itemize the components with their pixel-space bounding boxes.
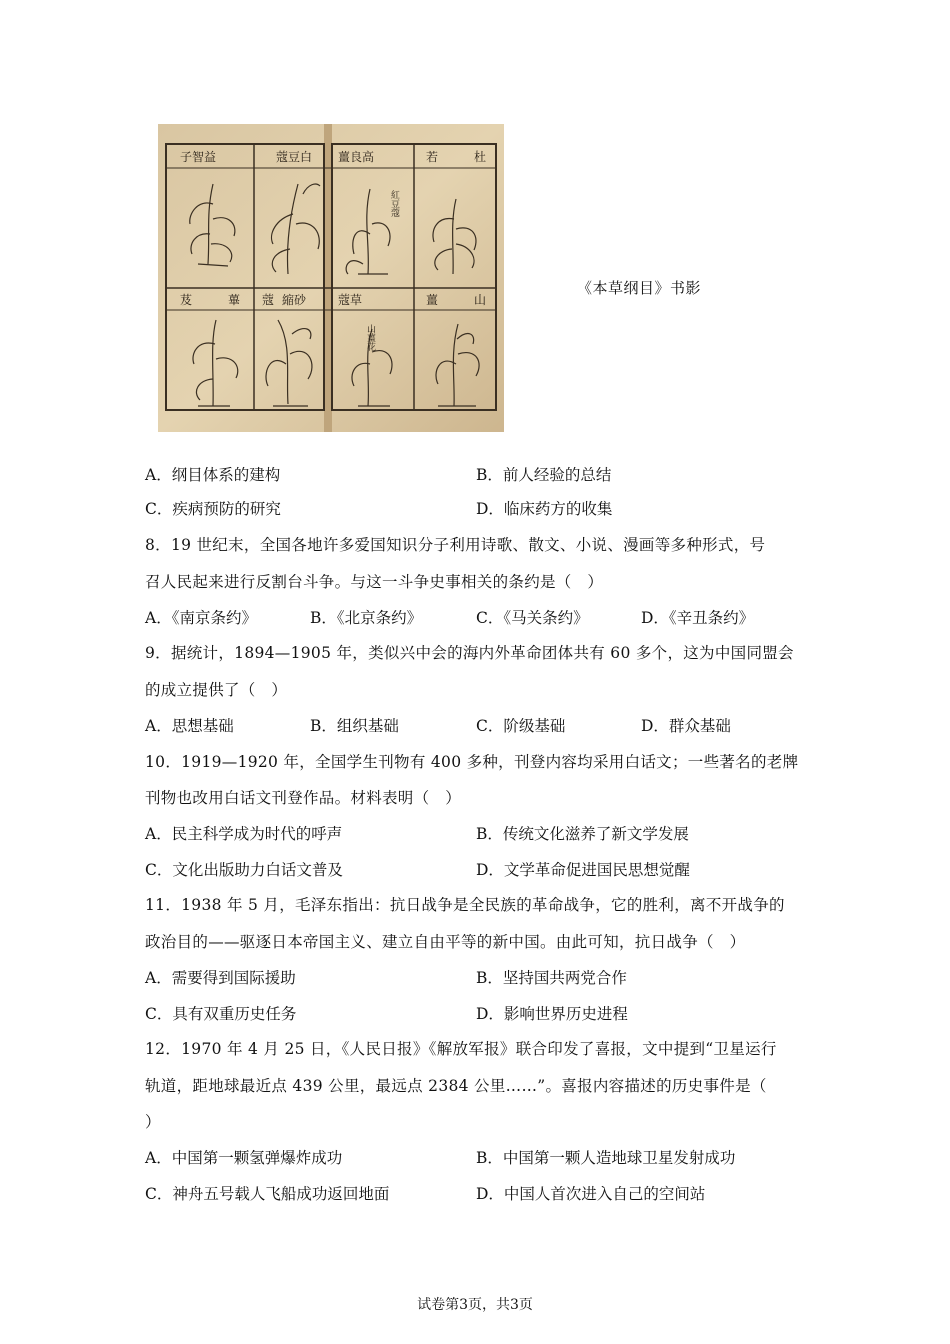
plate-label: 蔻豆白 (276, 150, 313, 164)
q12-stem-line: 12．1970 年 4 月 25 日，《人民日报》《解放军报》联合印发了喜报，文中提到“卫星运行 (145, 1040, 777, 1058)
q8-option-c: C．《马关条约》 (476, 609, 589, 627)
q12-option-c: C．神舟五号载人飞船成功返回地面 (145, 1185, 390, 1203)
q12-option-d: D．中国人首次进入自己的空间站 (476, 1185, 706, 1203)
q11-option-d: D．影响世界历史进程 (476, 1005, 628, 1023)
q10-stem-line: 10．1919—1920 年，全国学生刊物有 400 多种，刊登内容均采用白话文；一些著名的老牌 (145, 753, 799, 771)
bencao-gangmu-plate (158, 124, 504, 432)
q9-option-b: B．组织基础 (310, 717, 399, 735)
plate-label: 山 (474, 293, 487, 307)
q10-option-a: A．民主科学成为时代的呼声 (145, 825, 343, 843)
plate-label: 子智益 (180, 150, 217, 164)
q7-option-c: C．疾病预防的研究 (145, 500, 281, 518)
q9-option-a: A．思想基础 (145, 717, 234, 735)
q7-option-b: B．前人经验的总结 (476, 466, 612, 484)
plate-label: 蓽 (228, 293, 241, 307)
q11-option-b: B．坚持国共两党合作 (476, 969, 627, 987)
q11-stem-line: 政治目的——驱逐日本帝国主义、建立自由平等的新中国。由此可知，抗日战争（ ） (145, 933, 746, 951)
q10-stem-line: 刊物也改用白话文刊登作品。材料表明（ ） (145, 789, 462, 807)
plate-label: 蔻草 (338, 293, 363, 307)
plate-label: 紅豆蔻 (389, 190, 399, 217)
q8-stem-line: 8．19 世纪末，全国各地许多爱国知识分子利用诗歌、散文、小说、漫画等多种形式，号 (145, 536, 766, 554)
plate-label: 薑 (426, 293, 439, 307)
herbal-woodblock-illustration (158, 124, 504, 432)
q9-stem-line: 9．据统计，1894—1905 年，类似兴中会的海内外革命团体共有 60 多个，这为中国同盟会 (145, 644, 794, 662)
plate-label: 芨 (180, 293, 193, 307)
plate-label: 縮砂 (282, 293, 307, 307)
q10-option-b: B．传统文化滋养了新文学发展 (476, 825, 689, 843)
q9-option-d: D．群众基础 (641, 717, 731, 735)
q11-stem-line: 11．1938 年 5 月，毛泽东指出：抗日战争是全民族的革命战争，它的胜利，离不开战争的 (145, 896, 785, 914)
q8-option-d: D．《辛丑条约》 (641, 609, 755, 627)
plate-label: 薑良高 (338, 150, 375, 164)
page-footer: 试卷第3页，共3页 (417, 1297, 533, 1313)
q11-option-c: C．具有双重历史任务 (145, 1005, 297, 1023)
q10-option-c: C．文化出版助力白话文普及 (145, 861, 343, 879)
figure-caption: 《本草纲目》书影 (577, 279, 702, 297)
q8-option-a: A．《南京条约》 (145, 609, 257, 627)
q8-option-b: B．《北京条约》 (310, 609, 423, 627)
q11-option-a: A．需要得到国际援助 (145, 969, 296, 987)
plate-label: 杜 (474, 150, 487, 164)
q7-option-d: D．临床药方的收集 (476, 500, 613, 518)
q7-option-a: A．纲目体系的建构 (145, 466, 281, 484)
q9-option-c: C．阶级基础 (476, 717, 566, 735)
q12-stem-line: ） (145, 1113, 161, 1131)
q8-stem-line: 召人民起来进行反割台斗争。与这一斗争史事相关的条约是（ ） (145, 573, 604, 591)
q12-stem-line: 轨道，距地球最近点 439 公里，最远点 2384 公里……”。喜报内容描述的历史事件是（ (145, 1077, 767, 1095)
q12-option-a: A．中国第一颗氢弹爆炸成功 (145, 1149, 343, 1167)
plate-label: 若 (426, 150, 439, 164)
plate-label: 山薑花 (365, 324, 375, 351)
q10-option-d: D．文学革命促进国民思想觉醒 (476, 861, 690, 879)
plate-label: 蔻 (262, 293, 275, 307)
q9-stem-line: 的成立提供了（ ） (145, 681, 288, 699)
q12-option-b: B．中国第一颗人造地球卫星发射成功 (476, 1149, 736, 1167)
